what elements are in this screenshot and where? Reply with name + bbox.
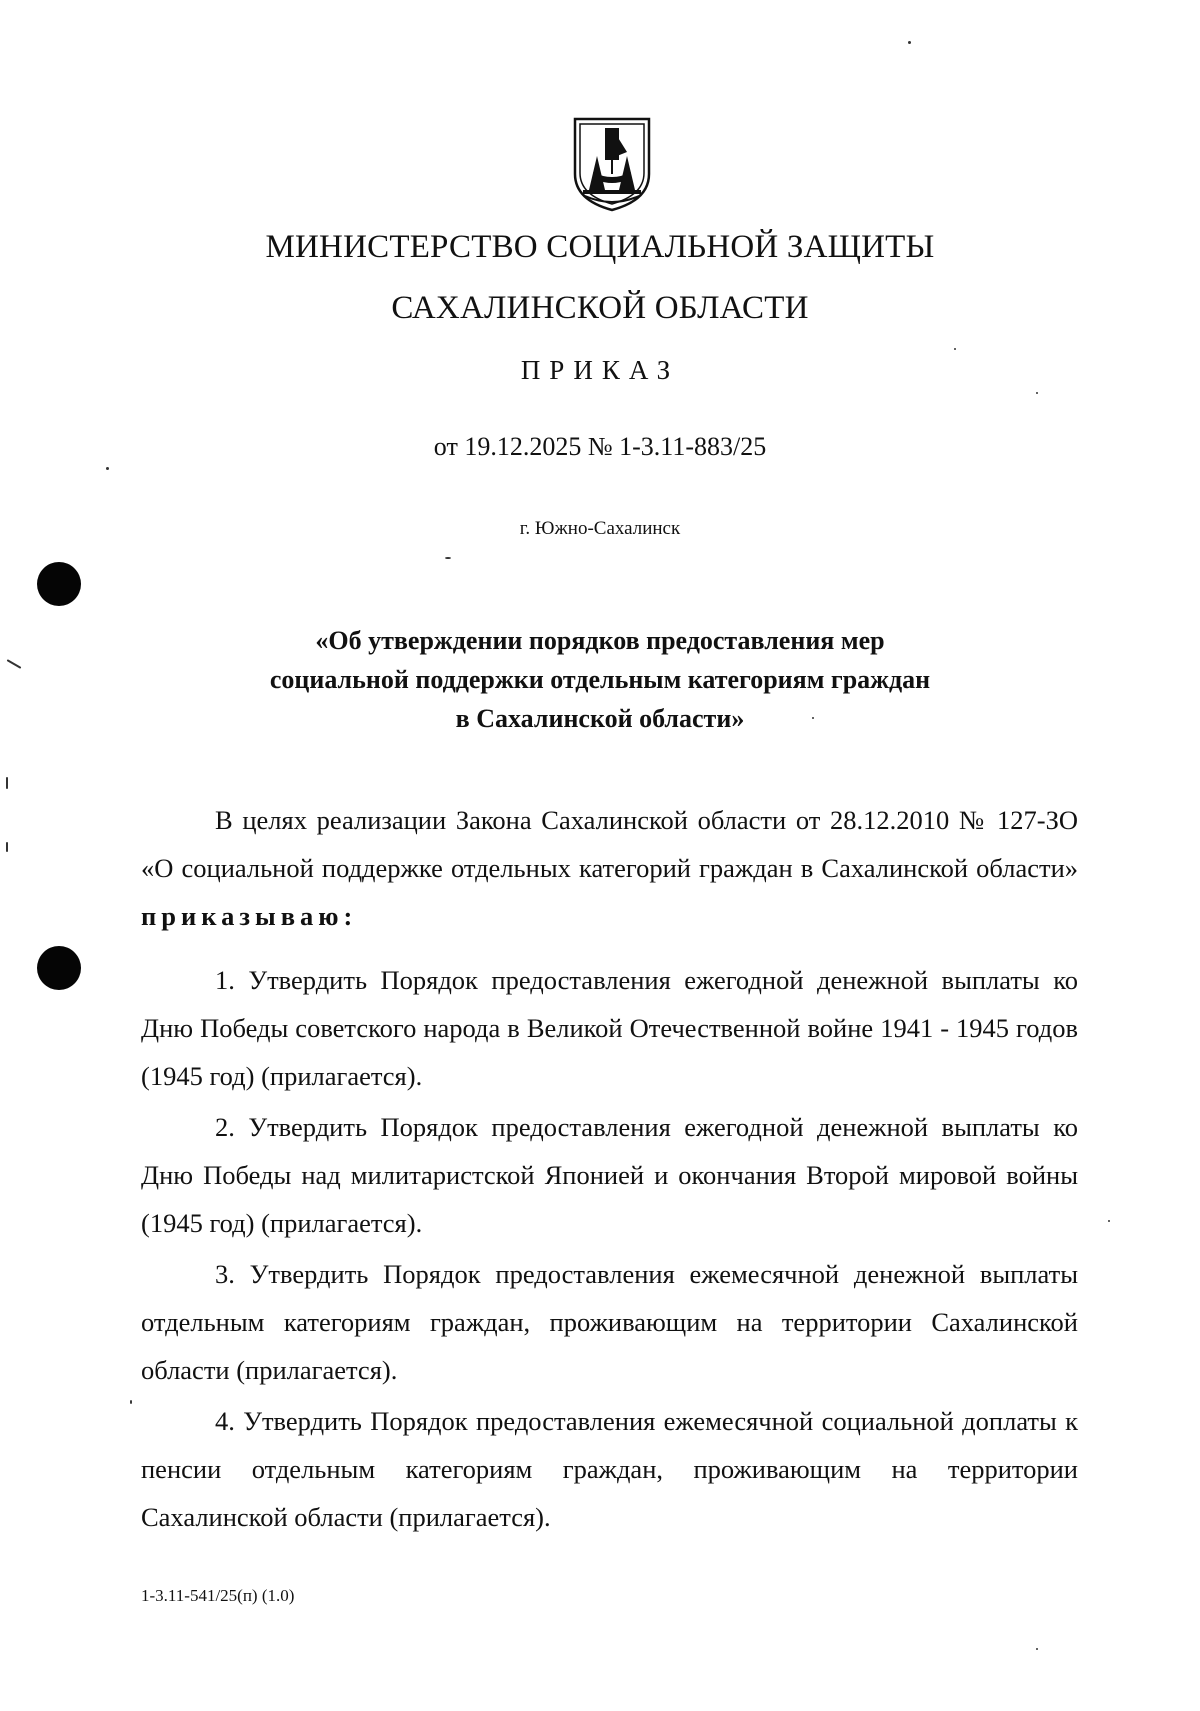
order-item-1: 1. Утвердить Порядок предоставления ежегодной денежной выплаты ко Дню Победы советского народа в Великой Отечественной войне 1941 - 1945 годов (1945 год) (прилагается). [141, 965, 1078, 1091]
punch-hole-bottom [37, 946, 81, 990]
scan-speck [1036, 1648, 1038, 1650]
document-title-line2: социальной поддержки отдельным категориям граждан [269, 665, 931, 694]
sakhalin-coat-of-arms-icon [571, 116, 653, 212]
document-title-line3: в Сахалинской области» [455, 704, 745, 733]
document-title-line1: «Об утверждении порядков предоставления мер [315, 626, 885, 655]
document-code: 1-3.11-541/25(п) (1.0) [141, 1586, 295, 1605]
order-item-4: 4. Утвердить Порядок предоставления ежемесячной социальной доплаты к пенсии отдельным категориям граждан, проживающим на территории Сахалинской области (прилагается). [141, 1406, 1078, 1532]
order-word: ПРИКАЗ [520, 355, 680, 385]
preamble-paragraph [141, 796, 1078, 940]
scan-speck [6, 777, 8, 789]
scan-speck [106, 467, 109, 470]
order-item-3: 3. Утвердить Порядок предоставления ежемесячной денежной выплаты отдельным категориям граждан, проживающим на территории Сахалинской области (прилагается). [141, 1259, 1078, 1385]
city-name: г. Южно-Сахалинск [519, 518, 681, 539]
ministry-name-line2: САХАЛИНСКОЙ ОБЛАСТИ [391, 290, 809, 326]
scan-speck [954, 348, 956, 350]
scan-speck [445, 557, 451, 559]
scan-speck [908, 41, 911, 44]
order-number: от 19.12.2025 № 1-3.11-883/25 [433, 432, 767, 461]
preamble-text: В целях реализации Закона Сахалинской области от 28.12.2010 № 127-ЗО «О социальной поддержке отдельных категорий граждан в Сахалинской области» [141, 805, 1078, 883]
scan-speck [6, 842, 8, 852]
scan-speck [1108, 1220, 1110, 1222]
order-command: приказываю: [141, 901, 358, 931]
punch-hole-top [37, 562, 81, 606]
scan-speck [1036, 392, 1038, 394]
order-item-2: 2. Утвердить Порядок предоставления ежегодной денежной выплаты ко Дню Победы над милитаристской Японией и окончания Второй мировой войны (1945 год) (прилагается). [141, 1112, 1078, 1238]
ministry-name-line1: МИНИСТЕРСТВО СОЦИАЛЬНОЙ ЗАЩИТЫ [265, 229, 935, 265]
scan-speck [130, 1400, 132, 1404]
